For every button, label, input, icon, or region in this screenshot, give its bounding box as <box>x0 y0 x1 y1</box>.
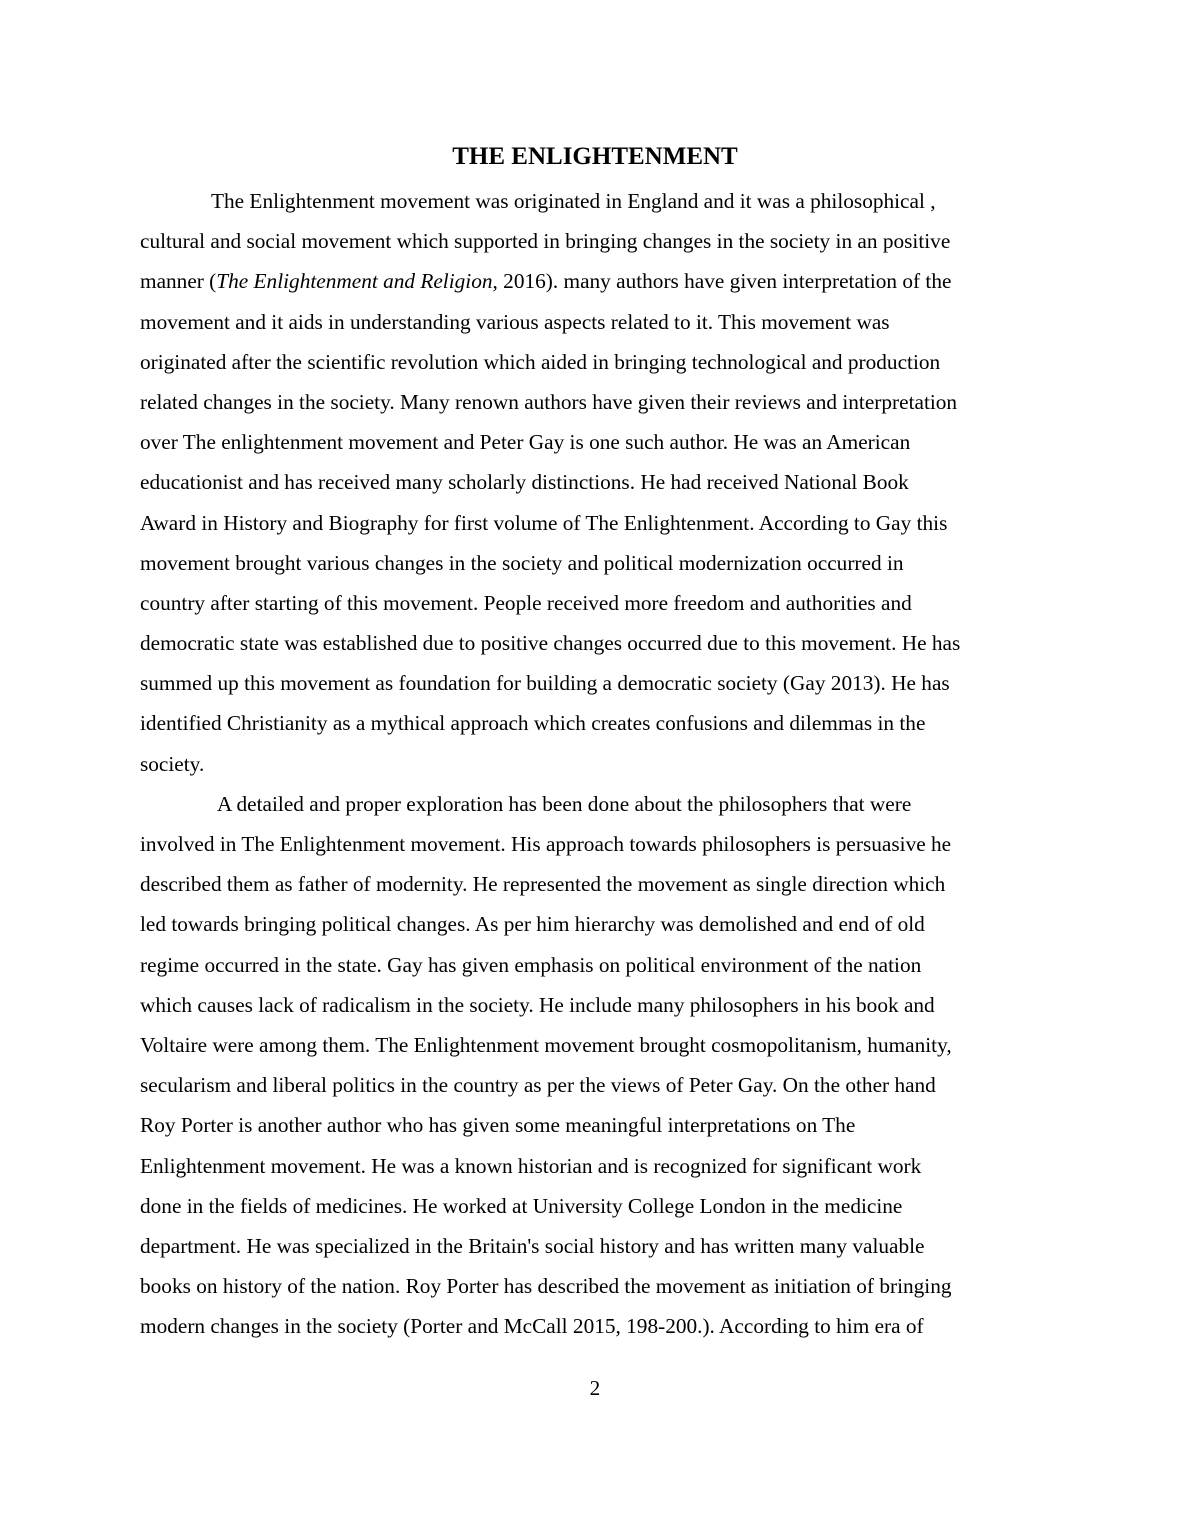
text-line: Award in History and Biography for first volume of The Enlightenment. According to Gay this <box>140 510 948 535</box>
text-line: Roy Porter is another author who has given some meaningful interpretations on The <box>140 1113 856 1138</box>
text-line: A detailed and proper exploration has been done about the philosophers that were <box>217 791 912 816</box>
text-line: Enlightenment movement. He was a known historian and is recognized for significant work <box>140 1153 922 1178</box>
text-line: educationist and has received many scholarly distinctions. He had received National Book <box>140 470 909 495</box>
text-line: books on history of the nation. Roy Porter has described the movement as initiation of bringing <box>140 1274 952 1299</box>
page-number: 2 <box>589 1376 601 1400</box>
text-line: Voltaire were among them. The Enlightenment movement brought cosmopolitanism, humanity, <box>140 1032 952 1057</box>
text-line: department. He was specialized in the Britain's social history and has written many valuable <box>140 1233 925 1258</box>
text-line: involved in The Enlightenment movement. His approach towards philosophers is persuasive he <box>140 832 952 856</box>
text-fragment: manner ( <box>140 269 217 294</box>
text-line: which causes lack of radicalism in the society. He include many philosophers in his book and <box>140 992 935 1017</box>
text-line-with-citation <box>140 261 1052 301</box>
text-line: The Enlightenment movement was originated in England and it was a philosophical , <box>211 189 936 213</box>
text-line: regime occurred in the state. Gay has given emphasis on political environment of the nation <box>140 952 922 977</box>
text-line: movement brought various changes in the society and political modernization occurred in <box>140 550 904 575</box>
text-line: over The enlightenment movement and Peter Gay is one such author. He was an American <box>140 430 911 455</box>
text-line: led towards bringing political changes. As per him hierarchy was demolished and end of old <box>140 912 925 937</box>
text-fragment: , 2016). many authors have given interpretation of the <box>492 269 952 294</box>
text-line: country after starting of this movement. People received more freedom and authorities and <box>140 590 912 615</box>
text-line: society. <box>140 751 205 776</box>
text-line: described them as father of modernity. He represented the movement as single direction which <box>140 872 946 897</box>
document-body <box>140 181 1052 1346</box>
paragraph-1 <box>140 181 1052 784</box>
text-line: summed up this movement as foundation for building a democratic society (Gay 2013). He has <box>140 671 950 696</box>
paragraph-2 <box>140 784 1052 1347</box>
text-line: related changes in the society. Many renown authors have given their reviews and interpretation <box>140 389 958 414</box>
text-line: movement and it aids in understanding various aspects related to it. This movement was <box>140 309 890 334</box>
text-line: identified Christianity as a mythical approach which creates confusions and dilemmas in the <box>140 711 926 736</box>
text-line: originated after the scientific revolution which aided in bringing technological and production <box>140 349 941 374</box>
page-title: THE ENLIGHTENMENT <box>452 143 738 170</box>
text-line: done in the fields of medicines. He worked at University College London in the medicine <box>140 1193 903 1218</box>
text-line: cultural and social movement which supported in bringing changes in the society in an positive <box>140 229 951 254</box>
citation-title: The Enlightenment and Religion <box>216 269 493 294</box>
text-line: secularism and liberal politics in the country as per the views of Peter Gay. On the other hand <box>140 1073 936 1098</box>
text-line: democratic state was established due to positive changes occurred due to this movement. He has <box>140 631 961 656</box>
text-line: modern changes in the society (Porter and McCall 2015, 198-200.). According to him era of <box>140 1314 924 1339</box>
